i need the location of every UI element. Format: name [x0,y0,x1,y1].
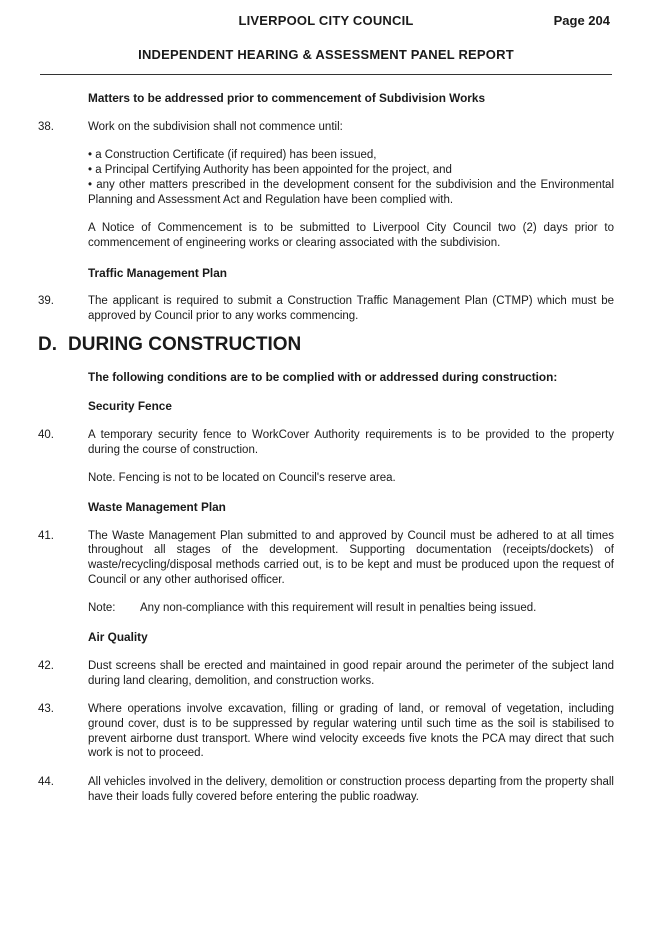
waste-heading: Waste Management Plan [88,499,226,514]
condition-text: Dust screens shall be erected and maintained in good repair around the perimeter of the subject land during land clearing, demolition, and construction works. [88,659,614,687]
condition-number: 39. [38,295,54,308]
report-title: INDEPENDENT HEARING & ASSESSMENT PANEL REPORT [138,47,514,62]
header-organisation: LIVERPOOL CITY COUNCIL [238,13,414,28]
condition-number: 38. [38,120,54,133]
section-title: DURING CONSTRUCTION [68,333,302,355]
condition-41 [38,529,614,588]
condition-number: 42. [38,659,54,672]
note-text: Any non-compliance with this requirement will result in penalties being issued. [140,602,537,615]
condition-text: All vehicles involved in the delivery, demolition or construction process departing from the property shall have their loads fully covered before entering the public roadway. [88,776,614,803]
section-letter: D. [38,333,57,355]
security-heading: Security Fence [88,399,172,414]
condition-text: The Waste Management Plan submitted to and approved by Council must be adhered to at all times throughout all stages of the development. Supporting documentation (receipts/dockets) of waste/recycling/disposal methods carried out, is to be kept and must be produced upon the request of Council or any other authorised officer. [88,529,614,586]
condition-42 [38,659,614,688]
condition-text: A temporary security fence to WorkCover Authority requirements is to be provided to the property during the course of construction. [88,428,614,456]
condition-number: 44. [38,776,54,789]
notice-paragraph: A Notice of Commencement is to be submitted to Liverpool City Council two (2) days prior to commencement of engineering works or clearing associated with the subdivision. [88,222,614,249]
condition-43 [38,702,614,761]
condition-38 [38,120,614,251]
condition-text: Where operations involve excavation, filling or grading of land, or removal of vegetation, including ground cover, dust is to be suppressed by regular watering until such time as the soil is stabilised to prevent airborne dust transport. Where wind velocity exceeds five knots the PCA may direct that such work is not to proceed. [88,703,614,760]
page-number: Page 204 [553,13,610,28]
document-body [38,91,614,805]
list-item: • a Construction Certificate (if required) has been issued, [88,149,377,162]
condition-44 [38,775,614,804]
section-intro: The following conditions are to be complied with or addressed during construction: [88,370,558,385]
condition-39 [38,294,614,323]
subdivision-heading: Matters to be addressed prior to commencement of Subdivision Works [88,91,486,105]
condition-number: 43. [38,703,54,716]
note-paragraph: Note. Fencing is not to be located on Council's reserve area. [88,472,396,485]
note-row [88,601,614,616]
condition-number: 40. [38,428,54,441]
header-divider [40,74,612,75]
list-item: • any other matters prescribed in the development consent for the subdivision and the Environmental Planning and Assessment Act and Regulation have been complied with. [88,178,614,206]
condition-number: 41. [38,529,54,542]
condition-text: The applicant is required to submit a Construction Traffic Management Plan (CTMP) which must be approved by Council prior to any works commencing. [88,295,614,323]
bullet-list [88,148,614,207]
list-item: • a Principal Certifying Authority has been appointed for the project, and [88,164,452,177]
condition-text: Work on the subdivision shall not commence until: [88,120,343,133]
note-label: Note: [88,602,116,615]
section-heading [38,333,614,355]
air-quality-heading: Air Quality [88,630,148,645]
condition-40 [38,428,614,486]
traffic-heading: Traffic Management Plan [88,265,227,280]
